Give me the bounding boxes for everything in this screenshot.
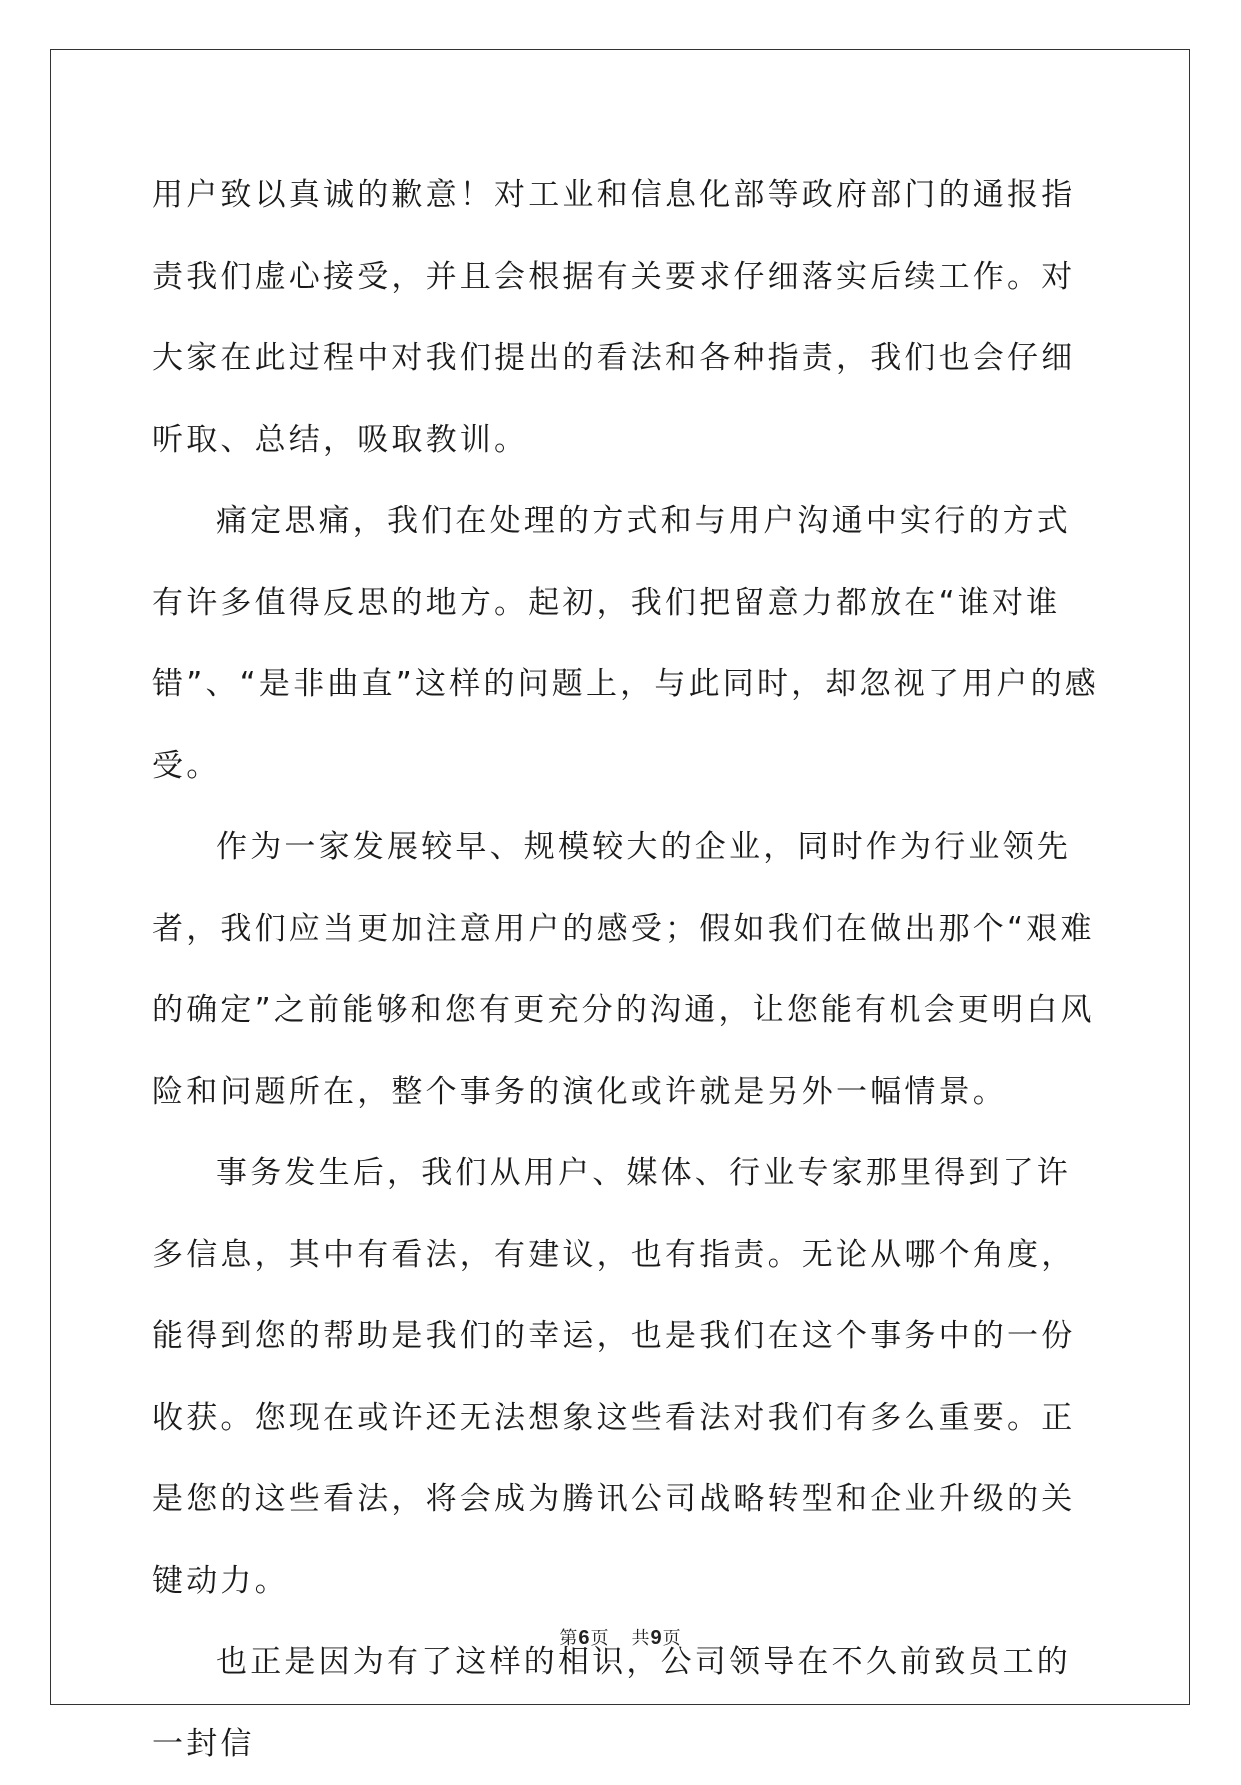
page-total: 9: [650, 1627, 663, 1649]
paragraph: 作为一家发展较早、规模较大的企业，同时作为行业领先者，我们应当更加注意用户的感受；假如我们在做出那个“艰难的确定”之前能够和您有更充分的沟通，让您能有机会更明白风险和问题所在，整个事务的演化或许就是另外一幅情景。: [152, 829, 1095, 1110]
paragraph-continued: 用户致以真诚的歉意！对工业和信息化部等政府部门的通报指责我们虚心接受，并且会根据有关要求仔细落实后续工作。对大家在此过程中对我们提出的看法和各种指责，我们也会仔细听取、总结，吸取教训。: [152, 177, 1076, 458]
page-prefix: 第: [559, 1628, 579, 1649]
total-prefix: 共: [631, 1628, 651, 1649]
page-suffix: 页: [590, 1628, 610, 1649]
paragraph: 痛定思痛，我们在处理的方式和与用户沟通中实行的方式有许多值得反思的地方。起初，我们把留意力都放在“谁对谁错”、“是非曲直”这样的问题上，与此同时，却忽视了用户的感受。: [152, 503, 1099, 784]
document-body: [152, 155, 1102, 1785]
paragraph: 事务发生后，我们从用户、媒体、行业专家那里得到了许多信息，其中有看法，有建议，也有指责。无论从哪个角度，能得到您的帮助是我们的幸运，也是我们在这个事务中的一份收获。您现在或许还无法想象这些看法对我们有多么重要。正是您的这些看法，将会成为腾讯公司战略转型和企业升级的关键动力。: [152, 1155, 1076, 1599]
page-current: 6: [578, 1627, 591, 1649]
total-suffix: 页: [662, 1628, 682, 1649]
paragraph: 也正是因为有了这样的相识，公司领导在不久前致员工的一封信: [152, 1644, 1071, 1762]
page-footer: [0, 1624, 1241, 1650]
